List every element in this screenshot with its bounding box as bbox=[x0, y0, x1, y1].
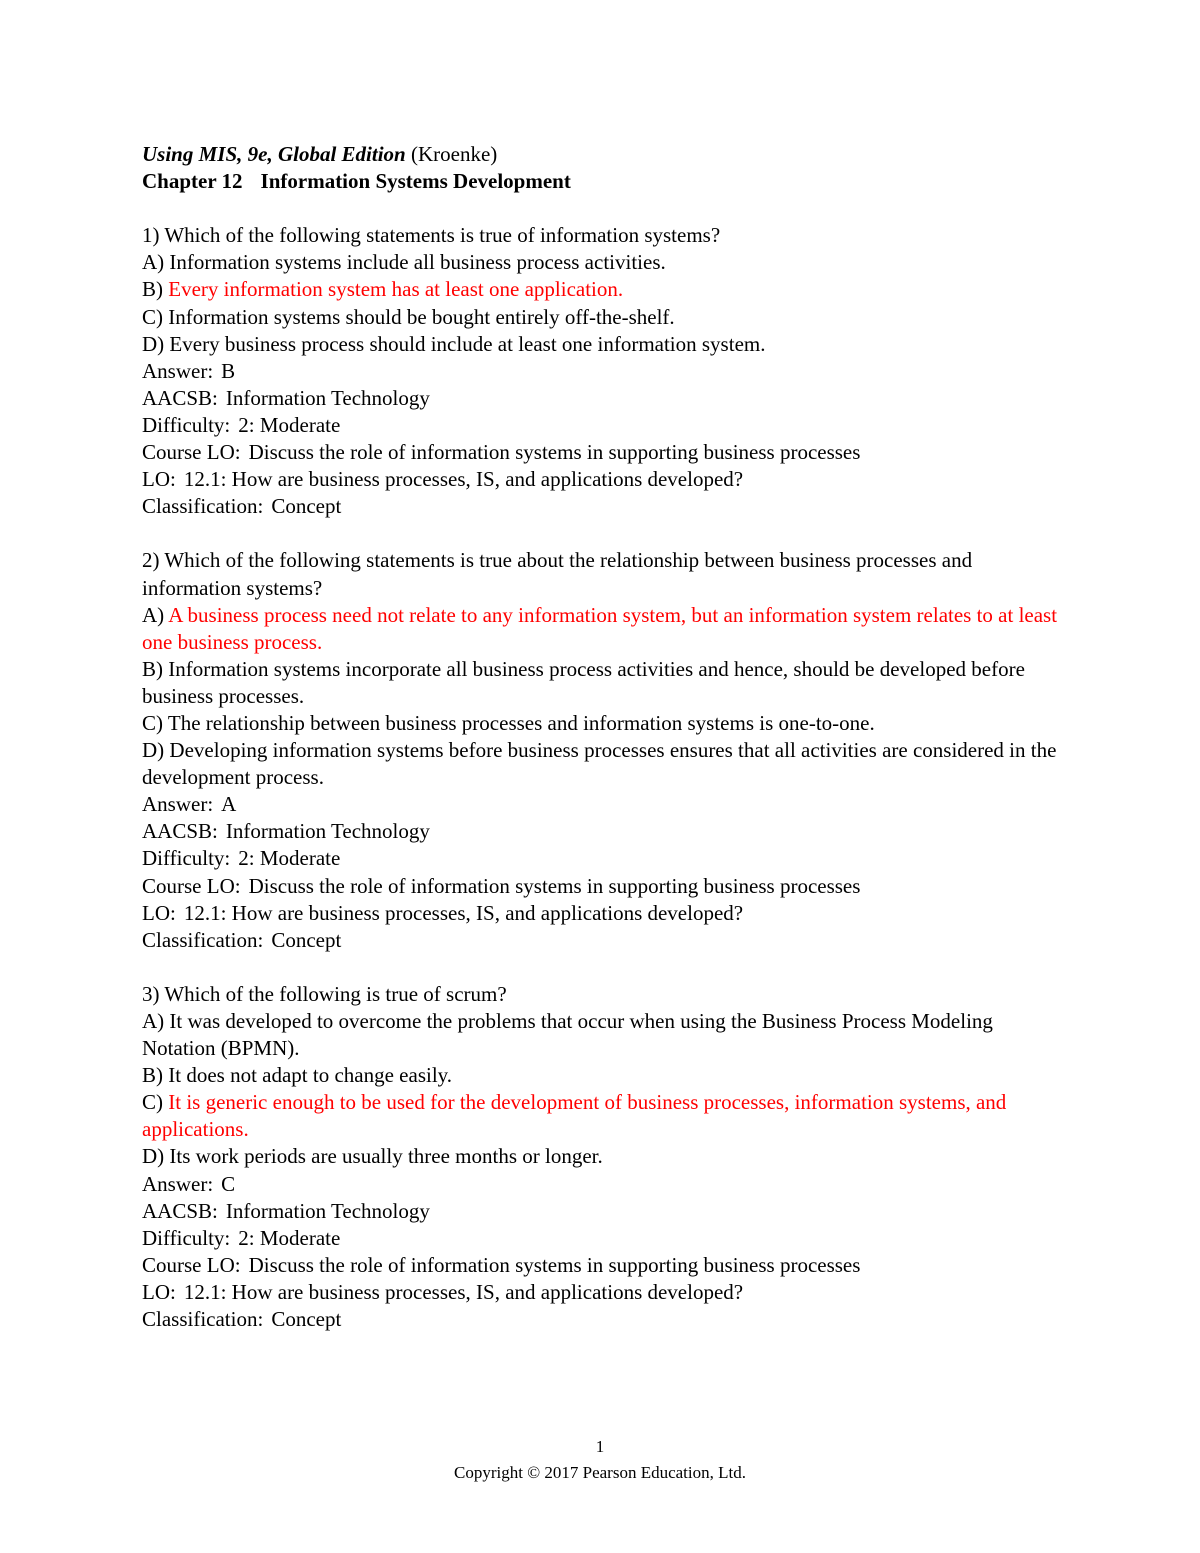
lo-value: 12.1: How are business processes, IS, and applications developed? bbox=[183, 900, 744, 925]
difficulty-line bbox=[142, 845, 1062, 872]
question-block-3 bbox=[142, 981, 1062, 1333]
difficulty-line bbox=[142, 1225, 1062, 1252]
chapter-number: Chapter 12 bbox=[142, 169, 243, 194]
difficulty-value: 2: Moderate bbox=[238, 1225, 341, 1250]
page-number: 1 bbox=[595, 1437, 605, 1456]
classification-value: Concept bbox=[271, 927, 342, 952]
course-lo-line bbox=[142, 439, 1062, 466]
difficulty-label: Difficulty: bbox=[142, 1225, 231, 1250]
option-text: It was developed to overcome the problems that occur when using the Business Process Modeling Notation (BPMN). bbox=[142, 1009, 993, 1061]
option-letter: D) bbox=[142, 738, 165, 763]
option-c bbox=[142, 710, 1062, 737]
course-lo-value: Discuss the role of information systems in supporting business processes bbox=[248, 1252, 861, 1277]
difficulty-label: Difficulty: bbox=[142, 412, 231, 437]
option-letter: A) bbox=[142, 602, 165, 627]
option-letter: D) bbox=[142, 331, 165, 356]
option-c bbox=[142, 1089, 1062, 1143]
answer-label: Answer: bbox=[142, 1171, 214, 1196]
option-letter: B) bbox=[142, 277, 163, 302]
aacsb-value: Information Technology bbox=[225, 819, 430, 844]
lo-label: LO: bbox=[142, 900, 176, 925]
option-text: Developing information systems before business processes ensures that all activities are considered in the development process. bbox=[142, 738, 1057, 790]
classification-line bbox=[142, 1306, 1062, 1333]
spacer bbox=[142, 520, 1062, 547]
option-text: Information systems incorporate all business process activities and hence, should be developed before business processes. bbox=[142, 656, 1025, 708]
option-letter: B) bbox=[142, 656, 163, 681]
classification-line bbox=[142, 493, 1062, 520]
option-letter: C) bbox=[142, 710, 163, 735]
classification-value: Concept bbox=[271, 494, 342, 519]
answer-line bbox=[142, 791, 1062, 818]
classification-line bbox=[142, 927, 1062, 954]
lo-value: 12.1: How are business processes, IS, and applications developed? bbox=[183, 1279, 744, 1304]
option-letter: C) bbox=[142, 1090, 163, 1115]
option-a bbox=[142, 249, 1062, 276]
spacer bbox=[142, 954, 1062, 981]
lo-line bbox=[142, 466, 1062, 493]
aacsb-label: AACSB: bbox=[142, 1198, 218, 1223]
option-text: Information systems should be bought entirely off-the-shelf. bbox=[168, 304, 675, 329]
question-stem: 3) Which of the following is true of scrum? bbox=[142, 981, 507, 1006]
lo-label: LO: bbox=[142, 1279, 176, 1304]
book-title: Using MIS, 9e, Global Edition bbox=[142, 142, 406, 166]
chapter-title: Information Systems Development bbox=[260, 169, 571, 194]
answer-label: Answer: bbox=[142, 792, 214, 817]
option-text: Information systems include all business process activities. bbox=[169, 250, 666, 275]
classification-label: Classification: bbox=[142, 494, 264, 519]
book-author: (Kroenke) bbox=[410, 142, 498, 166]
question-stem: 1) Which of the following statements is true of information systems? bbox=[142, 223, 721, 248]
question-stem: 2) Which of the following statements is true about the relationship between business processes and information systems? bbox=[142, 548, 973, 600]
answer-value: C bbox=[221, 1171, 236, 1196]
lo-label: LO: bbox=[142, 467, 176, 492]
difficulty-label: Difficulty: bbox=[142, 846, 231, 871]
book-title-line bbox=[142, 141, 1062, 168]
option-letter: A) bbox=[142, 250, 165, 275]
difficulty-value: 2: Moderate bbox=[238, 412, 341, 437]
aacsb-line bbox=[142, 1198, 1062, 1225]
option-letter: C) bbox=[142, 304, 163, 329]
option-text: Its work periods are usually three months or longer. bbox=[169, 1144, 603, 1169]
option-d bbox=[142, 331, 1062, 358]
option-letter: D) bbox=[142, 1144, 165, 1169]
aacsb-label: AACSB: bbox=[142, 819, 218, 844]
copyright-notice: Copyright © 2017 Pearson Education, Ltd. bbox=[454, 1463, 746, 1482]
option-text: Every business process should include at least one information system. bbox=[169, 331, 766, 356]
classification-label: Classification: bbox=[142, 1307, 264, 1332]
lo-line bbox=[142, 1279, 1062, 1306]
option-text: It does not adapt to change easily. bbox=[168, 1063, 453, 1088]
question-block-2 bbox=[142, 547, 1062, 953]
difficulty-line bbox=[142, 412, 1062, 439]
aacsb-value: Information Technology bbox=[225, 385, 430, 410]
lo-value: 12.1: How are business processes, IS, and applications developed? bbox=[183, 467, 744, 492]
chapter-heading bbox=[142, 168, 1062, 195]
option-b bbox=[142, 276, 1062, 303]
option-a bbox=[142, 602, 1062, 656]
correct-option-text: It is generic enough to be used for the development of business processes, information systems, and applications. bbox=[142, 1090, 1007, 1142]
correct-option-text: A business process need not relate to any information system, but an information system relates to at least one business process. bbox=[142, 602, 1058, 654]
course-lo-line bbox=[142, 873, 1062, 900]
answer-label: Answer: bbox=[142, 358, 214, 383]
answer-value: B bbox=[221, 358, 236, 383]
option-a bbox=[142, 1008, 1062, 1062]
course-lo-value: Discuss the role of information systems in supporting business processes bbox=[248, 873, 861, 898]
difficulty-value: 2: Moderate bbox=[238, 846, 341, 871]
classification-value: Concept bbox=[271, 1307, 342, 1332]
aacsb-value: Information Technology bbox=[225, 1198, 430, 1223]
aacsb-line bbox=[142, 818, 1062, 845]
aacsb-line bbox=[142, 385, 1062, 412]
question-block-1 bbox=[142, 222, 1062, 520]
option-letter: A) bbox=[142, 1009, 165, 1033]
course-lo-label: Course LO: bbox=[142, 873, 241, 898]
aacsb-label: AACSB: bbox=[142, 385, 218, 410]
course-lo-label: Course LO: bbox=[142, 1252, 241, 1277]
option-d bbox=[142, 1143, 1062, 1170]
lo-line bbox=[142, 900, 1062, 927]
document-content bbox=[142, 141, 1062, 1333]
option-text: The relationship between business processes and information systems is one-to-one. bbox=[167, 710, 875, 735]
option-letter: B) bbox=[142, 1063, 163, 1088]
answer-line bbox=[142, 358, 1062, 385]
option-b bbox=[142, 656, 1062, 710]
option-d bbox=[142, 737, 1062, 791]
course-lo-line bbox=[142, 1252, 1062, 1279]
option-b bbox=[142, 1062, 1062, 1089]
spacer bbox=[142, 195, 1062, 222]
correct-option-text: Every information system has at least one application. bbox=[168, 277, 624, 302]
course-lo-label: Course LO: bbox=[142, 440, 241, 465]
answer-line bbox=[142, 1171, 1062, 1198]
classification-label: Classification: bbox=[142, 927, 264, 952]
course-lo-value: Discuss the role of information systems in supporting business processes bbox=[248, 440, 861, 465]
answer-value: A bbox=[221, 792, 237, 817]
option-c bbox=[142, 304, 1062, 331]
